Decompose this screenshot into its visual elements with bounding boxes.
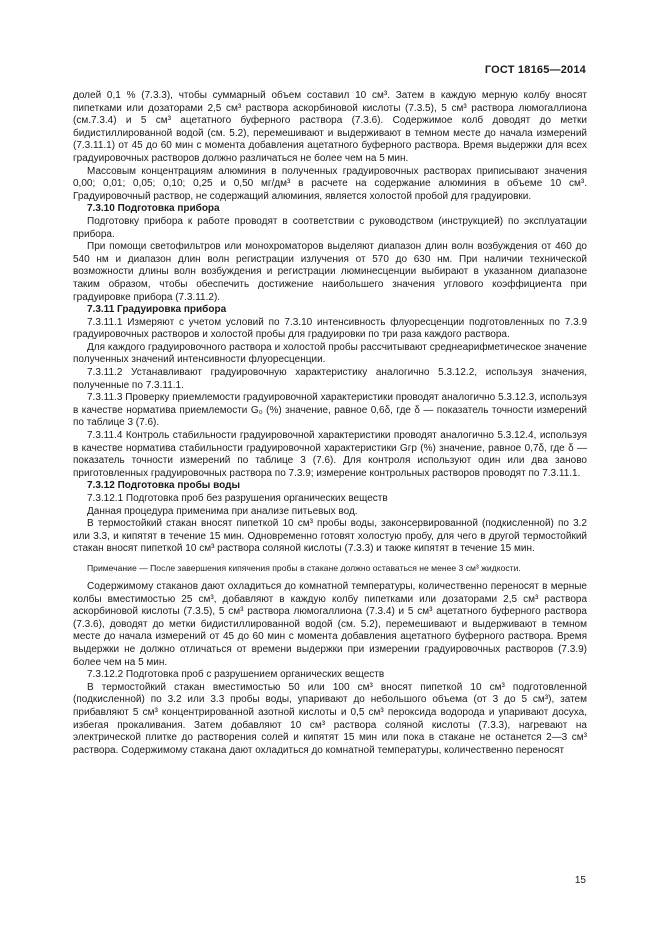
paragraph: Содержимому стаканов дают охладиться до комнатной температуры, количественно переносят в мерные колбы вместимостью 25 см³, добавляют в каждую колбу пипетками или дозаторами 2,5 см³ раствора аскорбиновой кислоты (7.3.5), 5 см³ раствора люмогаллиона (7.3.4) и 5 см³ ацетатного буферного раствора (7.3.6), доводят до метки бидистиллированной водой (см. 5.2), перемешивают и выдерживают в темном месте до начала измерений от 45 до 60 мин с момента добавления ацетатного буферного раствора. Время выдержки не должно отличаться от времени выдержки при измерении градуировочных растворов (7.3.9) более чем на 5 мин. — [73, 580, 587, 668]
note: Примечание — После завершения кипячения пробы в стакане должно оставаться не менее 3 см³ жидкости. — [87, 562, 521, 573]
paragraph: Для каждого градуировочного раствора и холостой пробы рассчитывают среднеарифметическое значение полученных значений интенсивности флуоресценции. — [73, 341, 587, 366]
paragraph: 7.3.11.2 Устанавливают градуировочную характеристику аналогично 5.3.12.2, используя значения, полученные по 7.3.11.1. — [73, 367, 587, 391]
section-heading: 7.3.11 Градуировка прибора — [87, 304, 227, 316]
paragraph: Данная процедура применима при анализе питьевых вод. — [87, 505, 358, 517]
paragraph: В термостойкий стакан вносят пипеткой 10 см³ пробы воды, законсервированной (подкисленной) по 3.2 или 3.3, и кипятят в течение 15 мин. Одновременно готовят холостую пробу, для чего в другой термостойкий стакан вносят пипеткой 10 см³ раствора соляной кислоты (7.3.3) и также кипятят в течение 15 мин. — [73, 518, 587, 555]
paragraph: 7.3.12.1 Подготовка проб без разрушения органических веществ — [87, 493, 388, 504]
paragraph: долей 0,1 % (7.3.3), чтобы суммарный объем составил 10 см³. Затем в каждую мерную колбу вносят пипетками или дозаторами 2,5 см³ раствора аскорбиновой кислоты (7.3.5), 5 см³ раствора люмогаллиона (см.7.3.4) и 5 см³ ацетатного буферного раствора (7.3.6). Содержимое колб доводят до метки бидистиллированной водой (см. 5.2), перемешивают и выдерживают в темном месте до начала измерений (7.3.11.1) от 45 до 60 мин с момента добавления ацетатного буферного раствора. Время выдержки для всех градуировочных растворов должно различаться не более чем на 5 мин. — [73, 90, 587, 164]
paragraph: Подготовку прибора к работе проводят в соответствии с руководством (инструкцией) по эксплуатации прибора. — [73, 215, 587, 240]
paragraph: 7.3.11.3 Проверку приемлемости градуировочной характеристики проводят аналогично 5.3.12.3, используя в качестве норматива приемлемости G₀ (%) значение, равное 0,6δ, где δ — показатель точности измерений по таблице 3 (7.6). — [73, 392, 587, 429]
section-heading: 7.3.10 Подготовка прибора — [87, 203, 220, 215]
paragraph: 7.3.12.2 Подготовка проб с разрушением органических веществ — [87, 669, 385, 681]
paragraph: 7.3.11.1 Измеряют с учетом условий по 7.3.10 интенсивность флуоресценции подготовленных по 7.3.9 градуировочных растворов и холостой пробы для градуировки по три раза каждого раствора. — [73, 316, 587, 341]
paragraph: 7.3.11.4 Контроль стабильности градуировочной характеристики проводят аналогично 5.3.12.4, используя в качестве норматива стабильности градуировочной характеристики Gгр (%) значение, равное 0,7δ, где δ — показатель точности измерений по таблице 3 (7.6). Для контроля используют один или два заново приготовленных градуировочных раствора по 7.3.9; измерение контрольных растворов проводят по 7.3.11.1. — [73, 430, 587, 479]
paragraph: При помощи светофильтров или монохроматоров выделяют диапазон длин волн возбуждения от 460 до 540 нм и диапазон длин волн регистрации излучения от 570 до 630 нм. При наличии технической возможности длины волн возбуждения и регистрации люминесценции выбирают в указанном диапазоне таким образом, чтобы обеспечить достижение наибольшего значения углового коэффициента при градуировке прибора (7.3.11.2). — [73, 241, 587, 303]
standard-header: ГОСТ 18165—2014 — [484, 64, 586, 76]
paragraph: В термостойкий стакан вместимостью 50 или 100 см³ вносят пипеткой 10 см³ подготовленной (подкисленной) по 3.2 или 3.3 пробы воды, упаривают до небольшого объема (от 3 до 5 см³), затем прибавляют 5 см³ концентрированной азотной кислоты и 0,5 см³ пероксида водорода и упаривают досуха, избегая прокаливания. Затем добавляют 10 см³ раствора соляной кислоты (7.3.3), нагревают на электрической плитке до растворения солей и кипятят 15 мин или пока в стакане не останется 2—3 см³ раствора. Содержимому стакана дают охладиться до комнатной температуры, количественно переносят — [73, 681, 587, 756]
page-number: 15 — [574, 875, 586, 886]
document-body — [73, 90, 587, 757]
paragraph: Массовым концентрациям алюминия в полученных градуировочных растворах приписывают значения 0,00; 0,01; 0,05; 0,10; 0,25 и 0,50 мг/дм³ в расчете на содержание алюминия в объеме 10 см³. Градуировочный раствор, не содержащий алюминия, является холостой пробой для градуировки. — [73, 165, 587, 202]
section-heading: 7.3.12 Подготовка пробы воды — [87, 480, 240, 492]
